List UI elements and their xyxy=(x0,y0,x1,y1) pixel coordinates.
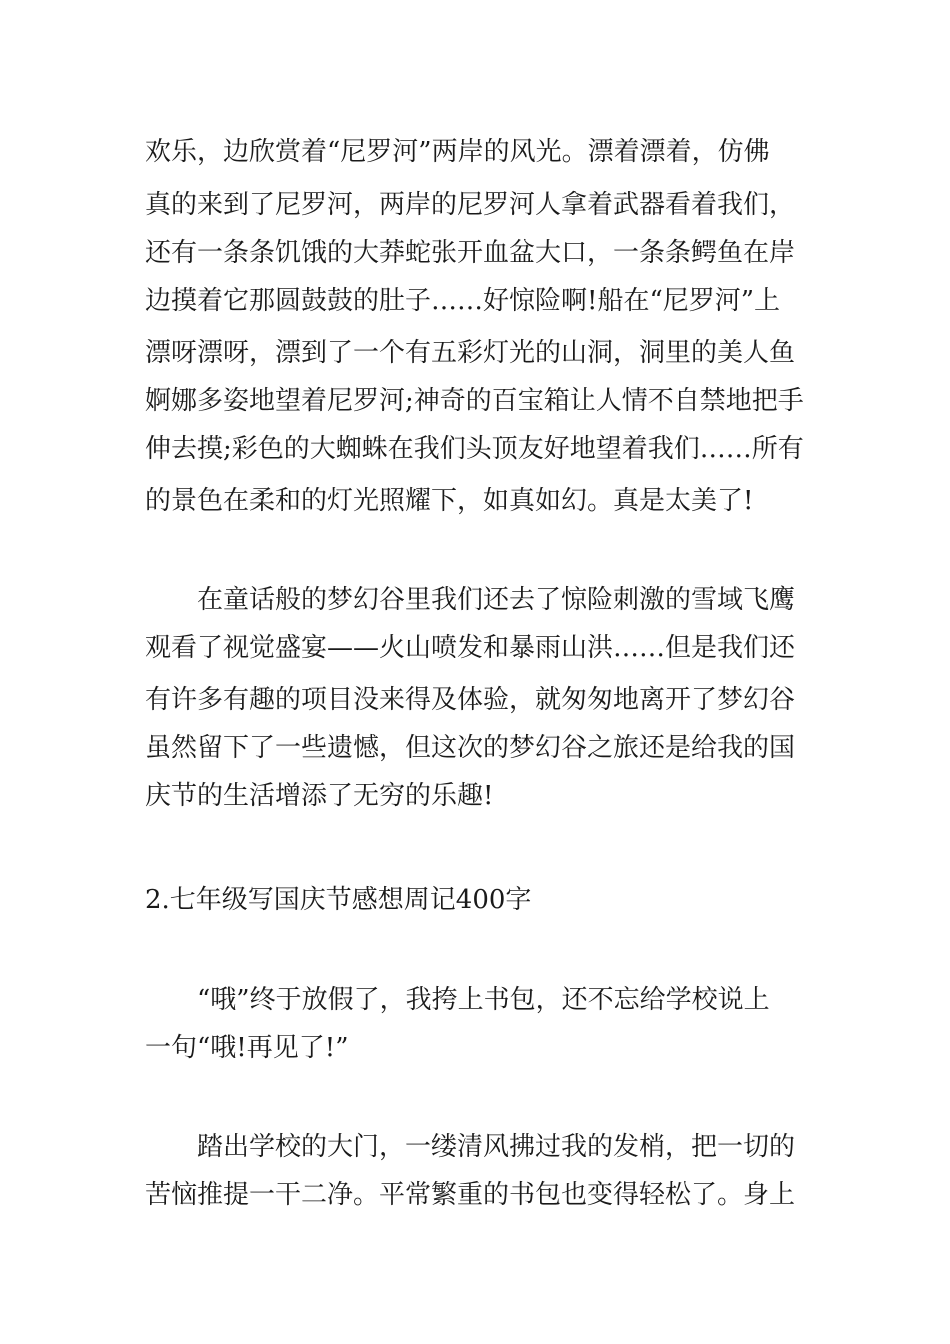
text-line: 在童话般的梦幻谷里我们还去了惊险刺激的雪域飞鹰 xyxy=(197,585,796,615)
text-line: “哦”终于放假了，我挎上书包，还不忘给学校说上 xyxy=(197,985,770,1015)
text-line: 边摸着它那圆鼓鼓的肚子……好惊险啊!船在“尼罗河”上 xyxy=(145,286,781,316)
text-line: 欢乐，边欣赏着“尼罗河”两岸的风光。漂着漂着，仿佛 xyxy=(145,137,770,167)
text-line: 一句“哦!再见了!” xyxy=(145,1033,349,1063)
text-line: 婀娜多姿地望着尼罗河;神奇的百宝箱让人情不自禁地把手 xyxy=(145,386,804,416)
text-line: 踏出学校的大门，一缕清风拂过我的发梢，把一切的 xyxy=(197,1132,796,1162)
text-line: 伸去摸;彩色的大蜘蛛在我们头顶友好地望着我们……所有 xyxy=(145,434,804,464)
text-line: 苦恼推提一干二净。平常繁重的书包也变得轻松了。身上 xyxy=(145,1180,796,1210)
text-line: 观看了视觉盛宴——火山喷发和暴雨山洪……但是我们还 xyxy=(145,633,796,663)
text-line: 庆节的生活增添了无穷的乐趣! xyxy=(145,781,494,811)
text-line: 还有一条条饥饿的大莽蛇张开血盆大口，一条条鳄鱼在岸 xyxy=(145,238,796,268)
text-line: 有许多有趣的项目没来得及体验，就匆匆地离开了梦幻谷 xyxy=(145,685,796,715)
section-heading: 2.七年级写国庆节感想周记400字 xyxy=(145,885,532,915)
text-line: 的景色在柔和的灯光照耀下，如真如幻。真是太美了! xyxy=(145,486,754,516)
text-line: 虽然留下了一些遗憾，但这次的梦幻谷之旅还是给我的国 xyxy=(145,733,796,763)
text-line: 漂呀漂呀，漂到了一个有五彩灯光的山洞，洞里的美人鱼 xyxy=(145,338,796,368)
text-line: 真的来到了尼罗河，两岸的尼罗河人拿着武器看着我们， xyxy=(145,190,796,220)
